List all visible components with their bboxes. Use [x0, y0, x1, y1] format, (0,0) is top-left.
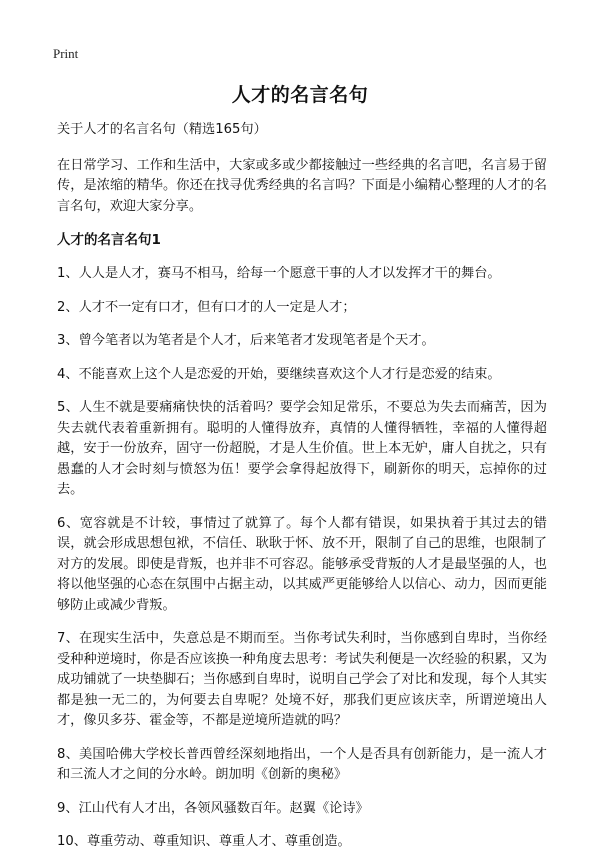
article-body	[57, 120, 547, 866]
quote-item: 2、人才不一定有口才，但有口才的人一定是人才；	[57, 299, 356, 315]
page-title: 人才的名言名句	[231, 84, 369, 106]
quote-item: 6、宽容就是不计较，事情过了就算了。每个人都有错误，如果执着于其过去的错误，就会形成思想包袱，不信任、耿耿于怀、放不开，限制了自己的思维，也限制了对方的发展。即使是背叛，也并非不可容忍。能够承受背叛的人才是最坚强的人，也将以他坚强的心态在氛围中占据主动，以其威严更能够给人以信心、动力，因而更能够防止或减少背叛。	[57, 515, 547, 613]
quote-item: 10、尊重劳动、尊重知识、尊重人才、尊重创造。	[57, 834, 351, 849]
quote-item: 4、不能喜欢上这个人是恋爱的开始，要继续喜欢这个人才行是恋爱的结束。	[57, 366, 501, 382]
quote-item: 8、美国哈佛大学校长普西曾经深刻地指出，一个人是否具有创新能力，是一流人才和三流人才之间的分水岭。朗加明《创新的奥秘》	[57, 746, 547, 782]
article-subtitle: 关于人才的名言名句（精选165句）	[57, 122, 267, 137]
intro-paragraph: 在日常学习、工作和生活中，大家或多或少都接触过一些经典的名言吧，名言易于留传，是浓缩的精华。你还在找寻优秀经典的名言吗？下面是小编精心整理的人才的名言名句，欢迎大家分享。	[57, 157, 547, 214]
quote-item: 7、在现实生活中，失意总是不期而至。当你考试失利时，当你感到自卑时，当你经受种种逆境时，你是否应该换一种角度去思考：考试失利便是一次经验的积累，又为成功铺就了一块垫脚石；当你感到自卑时，说明自己学会了对比和发现，每个人其实都是独一无二的，为何要去自卑呢？处境不好，那我们更应该庆幸，所谓逆境出人才，像贝多芬、霍金等，不都是逆境所造就的吗？	[57, 631, 547, 728]
quote-item: 9、江山代有人才出，各领风骚数百年。赵翼《论诗》	[57, 800, 369, 816]
print-link[interactable]: Print	[53, 46, 79, 61]
quote-item: 5、人生不就是要痛痛快快的活着吗？要学会知足常乐，不要总为失去而痛苦，因为失去就代表着重新拥有。聪明的人懂得放弃，真情的人懂得牺牲，幸福的人懂得超越，安于一份放弃，固守一份超脱，才是人生价值。世上本无妒，庸人自扰之，只有愚蠢的人才会时刻与愤怒为伍！要学会拿得起放得下，刷新你的明天，忘掉你的过去。	[57, 400, 547, 497]
quote-item: 3、曾今笔者以为笔者是个人才，后来笔者才发现笔者是个天才。	[57, 333, 435, 348]
quote-item: 1、人人是人才，赛马不相马，给每一个愿意干事的人才以发挥才干的舞台。	[57, 266, 501, 281]
section-heading: 人才的名言名句1	[57, 232, 161, 248]
